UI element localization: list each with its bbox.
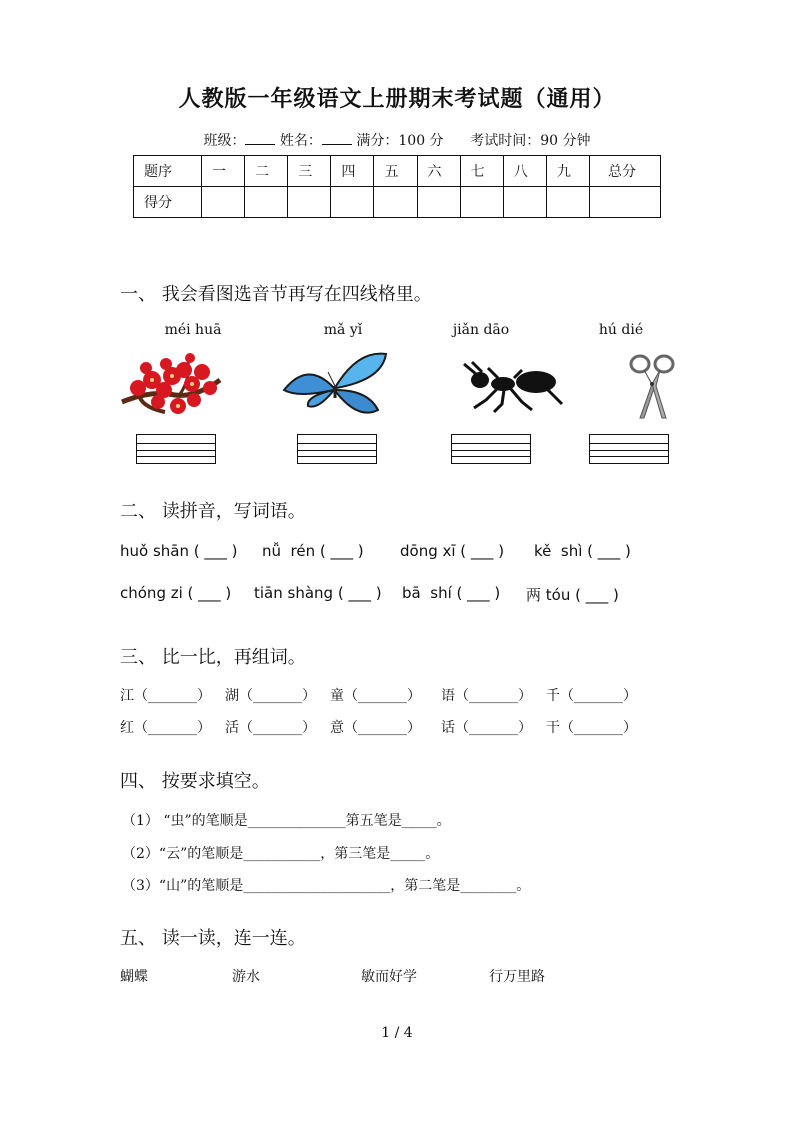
score-cell[interactable] xyxy=(503,187,546,218)
score-cell[interactable] xyxy=(331,187,374,218)
compare-item[interactable]: 江（_______） xyxy=(120,688,211,704)
table-cell: 题序 xyxy=(134,156,202,187)
score-cell[interactable] xyxy=(590,187,661,218)
table-cell: 得分 xyxy=(134,187,202,218)
page-title: 人教版一年级语文上册期末考试题（通用） xyxy=(178,86,616,112)
pinyin-item[interactable]: bā shí ( ___ ) xyxy=(402,584,501,602)
name-blank[interactable] xyxy=(322,132,352,145)
compare-item[interactable]: 话（_______） xyxy=(441,720,532,736)
score-cell[interactable] xyxy=(245,187,288,218)
section-5-heading: 五、 读一读，连一连。 xyxy=(120,928,306,949)
table-cell: 八 xyxy=(503,156,546,187)
four-line-grid[interactable] xyxy=(589,434,669,464)
compare-item[interactable]: 干（_______） xyxy=(546,720,637,736)
table-cell: 九 xyxy=(546,156,589,187)
compare-item[interactable]: 活（_______） xyxy=(225,720,316,736)
fill-item-2[interactable]: （2）“云”的笔顺是___________，第三笔是_____。 xyxy=(122,846,440,862)
section-3-heading: 三、 比一比，再组词。 xyxy=(120,647,306,668)
pinyin-label: méi huā xyxy=(164,322,222,338)
pinyin-item[interactable]: dōng xī ( ___ ) xyxy=(400,542,505,560)
pinyin-label: hú dié xyxy=(598,322,644,338)
pinyin-item[interactable]: kě shì ( ___ ) xyxy=(534,542,631,560)
scissors-image xyxy=(628,352,676,420)
match-word[interactable]: 游水 xyxy=(232,969,260,985)
table-cell: 六 xyxy=(417,156,460,187)
class-label: 班级： xyxy=(203,133,246,149)
fill-item-3[interactable]: （3）“山”的笔顺是_____________________，第二笔是________。 xyxy=(122,878,531,894)
table-cell: 总分 xyxy=(590,156,661,187)
score-cell[interactable] xyxy=(546,187,589,218)
fill-item-1[interactable]: （1） “虫”的笔顺是______________第五笔是_____。 xyxy=(122,813,451,829)
score-table-score-row xyxy=(134,187,661,218)
table-cell: 七 xyxy=(460,156,503,187)
pinyin-item[interactable]: huǒ shān ( ___ ) xyxy=(120,542,238,560)
ant-image xyxy=(458,360,568,415)
score-table xyxy=(133,155,661,218)
section-1-heading: 一、 我会看图选音节再写在四线格里。 xyxy=(120,284,432,305)
four-line-grid[interactable] xyxy=(297,434,377,464)
compare-item[interactable]: 童（_______） xyxy=(330,688,421,704)
section-4-heading: 四、 按要求填空。 xyxy=(120,771,270,792)
score-cell[interactable] xyxy=(417,187,460,218)
exam-info xyxy=(0,130,794,150)
section-2-heading: 二、 读拼音，写词语。 xyxy=(120,501,306,522)
name-label: 姓名： xyxy=(279,133,322,149)
score-cell[interactable] xyxy=(202,187,245,218)
compare-item[interactable]: 湖（_______） xyxy=(225,688,316,704)
table-cell: 四 xyxy=(331,156,374,187)
score-cell[interactable] xyxy=(460,187,503,218)
match-word[interactable]: 敏而好学 xyxy=(361,969,417,985)
compare-item[interactable]: 意（_______） xyxy=(330,720,421,736)
pinyin-label: mǎ yǐ xyxy=(323,322,363,338)
four-line-grid[interactable] xyxy=(136,434,216,464)
pinyin-item[interactable]: chóng zi ( ___ ) xyxy=(120,584,232,602)
score-cell[interactable] xyxy=(374,187,417,218)
score-table-header-row xyxy=(134,156,661,187)
match-word[interactable]: 蝴蝶 xyxy=(120,969,148,985)
butterfly-image xyxy=(278,350,390,422)
table-cell: 三 xyxy=(288,156,331,187)
pinyin-item[interactable]: nǚ rén ( ___ ) xyxy=(262,542,364,560)
table-cell: 二 xyxy=(245,156,288,187)
compare-item[interactable]: 语（_______） xyxy=(441,688,532,704)
compare-item[interactable]: 红（_______） xyxy=(120,720,211,736)
compare-item[interactable]: 千（_______） xyxy=(546,688,637,704)
plum-blossom-image xyxy=(120,350,225,420)
match-word[interactable]: 行万里路 xyxy=(489,969,545,985)
pinyin-label: jiǎn dāo xyxy=(452,322,510,338)
class-blank[interactable] xyxy=(245,132,275,145)
page-number: 1 / 4 xyxy=(381,1025,413,1041)
score-cell[interactable] xyxy=(288,187,331,218)
pinyin-item[interactable]: 两 tóu ( ___ ) xyxy=(526,586,619,604)
table-cell: 五 xyxy=(374,156,417,187)
full-score: 满分：100 分 xyxy=(356,133,444,149)
exam-time: 考试时间：90 分钟 xyxy=(470,133,591,149)
four-line-grid[interactable] xyxy=(451,434,531,464)
pinyin-item[interactable]: tiān shàng ( ___ ) xyxy=(254,584,382,602)
table-cell: 一 xyxy=(202,156,245,187)
